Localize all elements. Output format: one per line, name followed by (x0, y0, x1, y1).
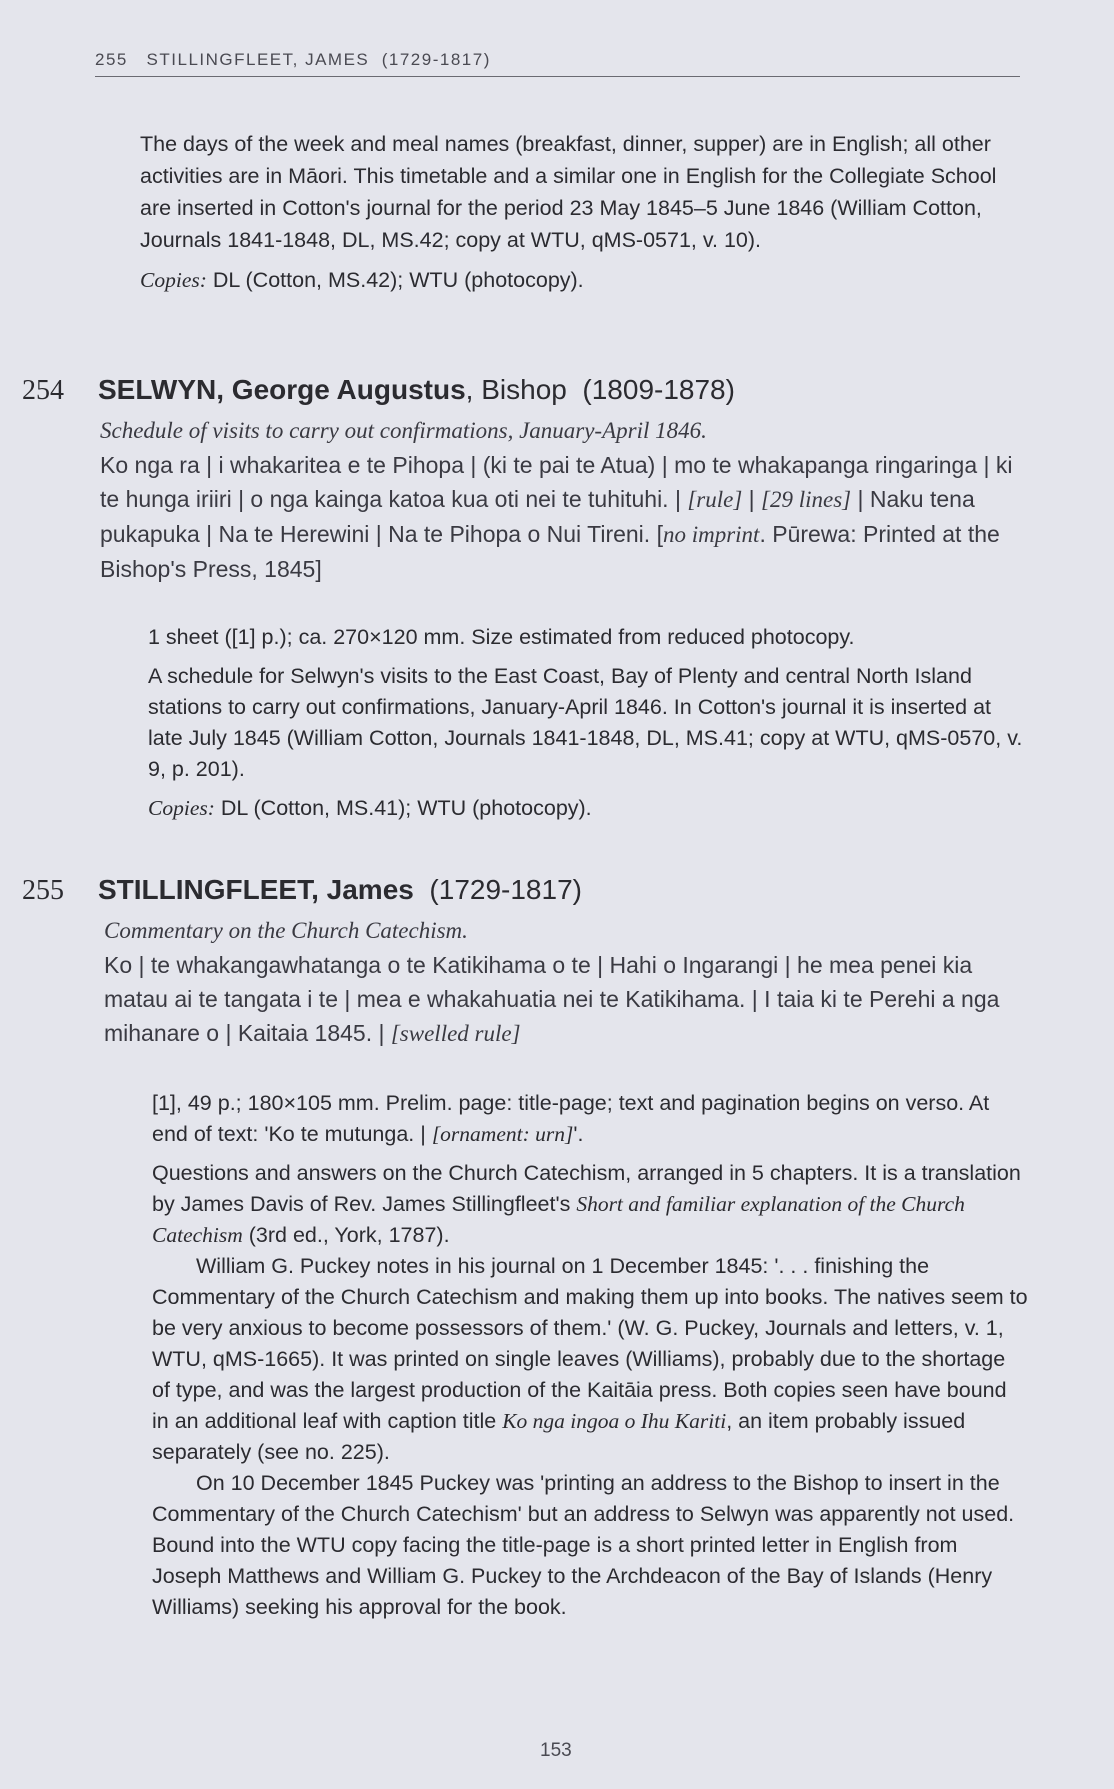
author-name: SELWYN, George Augustus (98, 374, 466, 405)
copies-label: Copies: (148, 796, 215, 820)
carryover-copies (140, 264, 1020, 296)
entry-number: 255 (22, 875, 64, 906)
work-title: Schedule of visits to carry out confirmations, January-April 1846. (100, 418, 707, 443)
entry-254-heading (22, 374, 1022, 407)
entry-255-heading (22, 874, 1022, 907)
rule-note: [rule] (687, 487, 743, 512)
title-transcription: Ko | te whakangawhatanga o te Katikihama o te | Hahi o Ingarangi | he mea penei kia matau ai te tangata i te | mea e whakahuatia nei te Katikihama. | I taia ki te Perehi a nga mihanare o | Kaitaia 1845. | [swelled rule] (104, 952, 1000, 1046)
carryover-paragraph: The days of the week and meal names (breakfast, dinner, supper) are in English; all other activities are in Māori. This timetable and a similar one in English for the Collegiate School are inserted in Cotton's journal for the period 23 May 1845–5 June 1846 (William Cotton, Journals 1841-1848, DL, MS.42; copy at WTU, qMS-0571, v. 10). (140, 132, 997, 252)
author-dates: (1809-1878) (582, 374, 735, 405)
running-head-number: 255 (95, 50, 128, 69)
entry-note-3: On 10 December 1845 Puckey was 'printing an address to the Bishop to insert in the Commentary of the Church Catechism' but an address to Selwyn was apparently not used. Bound into the WTU copy facing the title-page is a short printed letter in English from Joseph Matthews and William G. Puckey to the Archdeacon of the Bay of Islands (Henry Williams) seeking his approval for the book. (152, 1471, 1015, 1619)
entry-note: A schedule for Selwyn's visits to the East Coast, Bay of Plenty and central North Island stations to carry out confirmations, January-April 1846. In Cotton's journal it is inserted at late July 1845 (William Cotton, Journals 1841-1848, DL, MS.41; copy at WTU, qMS-0570, v. 9, p. 201). (148, 664, 1023, 781)
caption-title: Ko nga ingoa o Ihu Kariti (502, 1409, 727, 1433)
carryover-section (140, 128, 1020, 296)
running-head (95, 50, 1020, 77)
entry-note-1: Questions and answers on the Church Catechism, arranged in 5 chapters. It is a translation by James Davis of Rev. James Stillingfleet's Short and familiar explanation of the Church Catechism (3rd ed., York, 1787). (152, 1161, 1021, 1247)
physical-description: [1], 49 p.; 180×105 mm. Prelim. page: title-page; text and pagination begins on verso. At end of text: 'Ko te mutunga. | [ornament: urn]'. (152, 1091, 990, 1146)
entry-author (98, 874, 582, 905)
physical-description: 1 sheet ([1] p.); ca. 270×120 mm. Size estimated from reduced photocopy. (148, 625, 855, 649)
entry-255-description (152, 1088, 1028, 1623)
ornament-note: [ornament: urn] (431, 1122, 574, 1146)
title-transcription: Ko nga ra | i whakaritea e te Pihopa | (ki te pai te Atua) | mo te whakapanga ringaringa | ki te hunga iriiri | o nga kainga katoa kua oti nei te tuhituhi. | [rule] | [29 lines] | Naku tena pukapuka | Na te Herewini | Na te Pihopa o Nui Tireni. [no imprint. Pūrewa: Printed at the Bishop's Press, 1845] (100, 452, 1013, 582)
entry-author (98, 374, 735, 405)
copies-text: DL (Cotton, MS.42); WTU (photocopy). (206, 268, 584, 292)
entry-note-2: William G. Puckey notes in his journal on 1 December 1845: '. . . finishing the Commentary of the Church Catechism and making them up into books. The natives seem to be very anxious to become possessors of them.' (W. G. Puckey, Journals and letters, v. 1, WTU, qMS-1665). It was printed on single leaves (Williams), probably due to the shortage of type, and was the largest production of the Kaitāia press. Both copies seen have bound in an additional leaf with caption title Ko nga ingoa o Ihu Kariti, an item probably issued separately (see no. 225). (152, 1254, 1028, 1464)
entry-number: 254 (22, 375, 64, 406)
lines-note: [29 lines] (761, 487, 852, 512)
author-name: STILLINGFLEET, James (98, 874, 414, 905)
entry-254-title-block (100, 414, 1015, 586)
entry-254-description (148, 622, 1028, 824)
page-number: 153 (540, 1740, 572, 1761)
work-title: Commentary on the Church Catechism. (104, 918, 468, 943)
running-head-name: STILLINGFLEET, JAMES (146, 50, 370, 69)
copies-text: DL (Cotton, MS.41); WTU (photocopy). (214, 796, 592, 820)
swelled-rule-note: [swelled rule] (390, 1021, 521, 1046)
running-head-dates: (1729-1817) (381, 50, 491, 69)
cited-title: Short and familiar explanation of the Church Catechism (152, 1192, 965, 1247)
copies-label: Copies: (140, 268, 207, 292)
entry-255-title-block (104, 914, 1019, 1051)
author-dates: (1729-1817) (429, 874, 582, 905)
entry-copies (148, 793, 1028, 824)
author-title: , Bishop (465, 374, 567, 405)
no-imprint-note: no imprint (662, 522, 760, 547)
